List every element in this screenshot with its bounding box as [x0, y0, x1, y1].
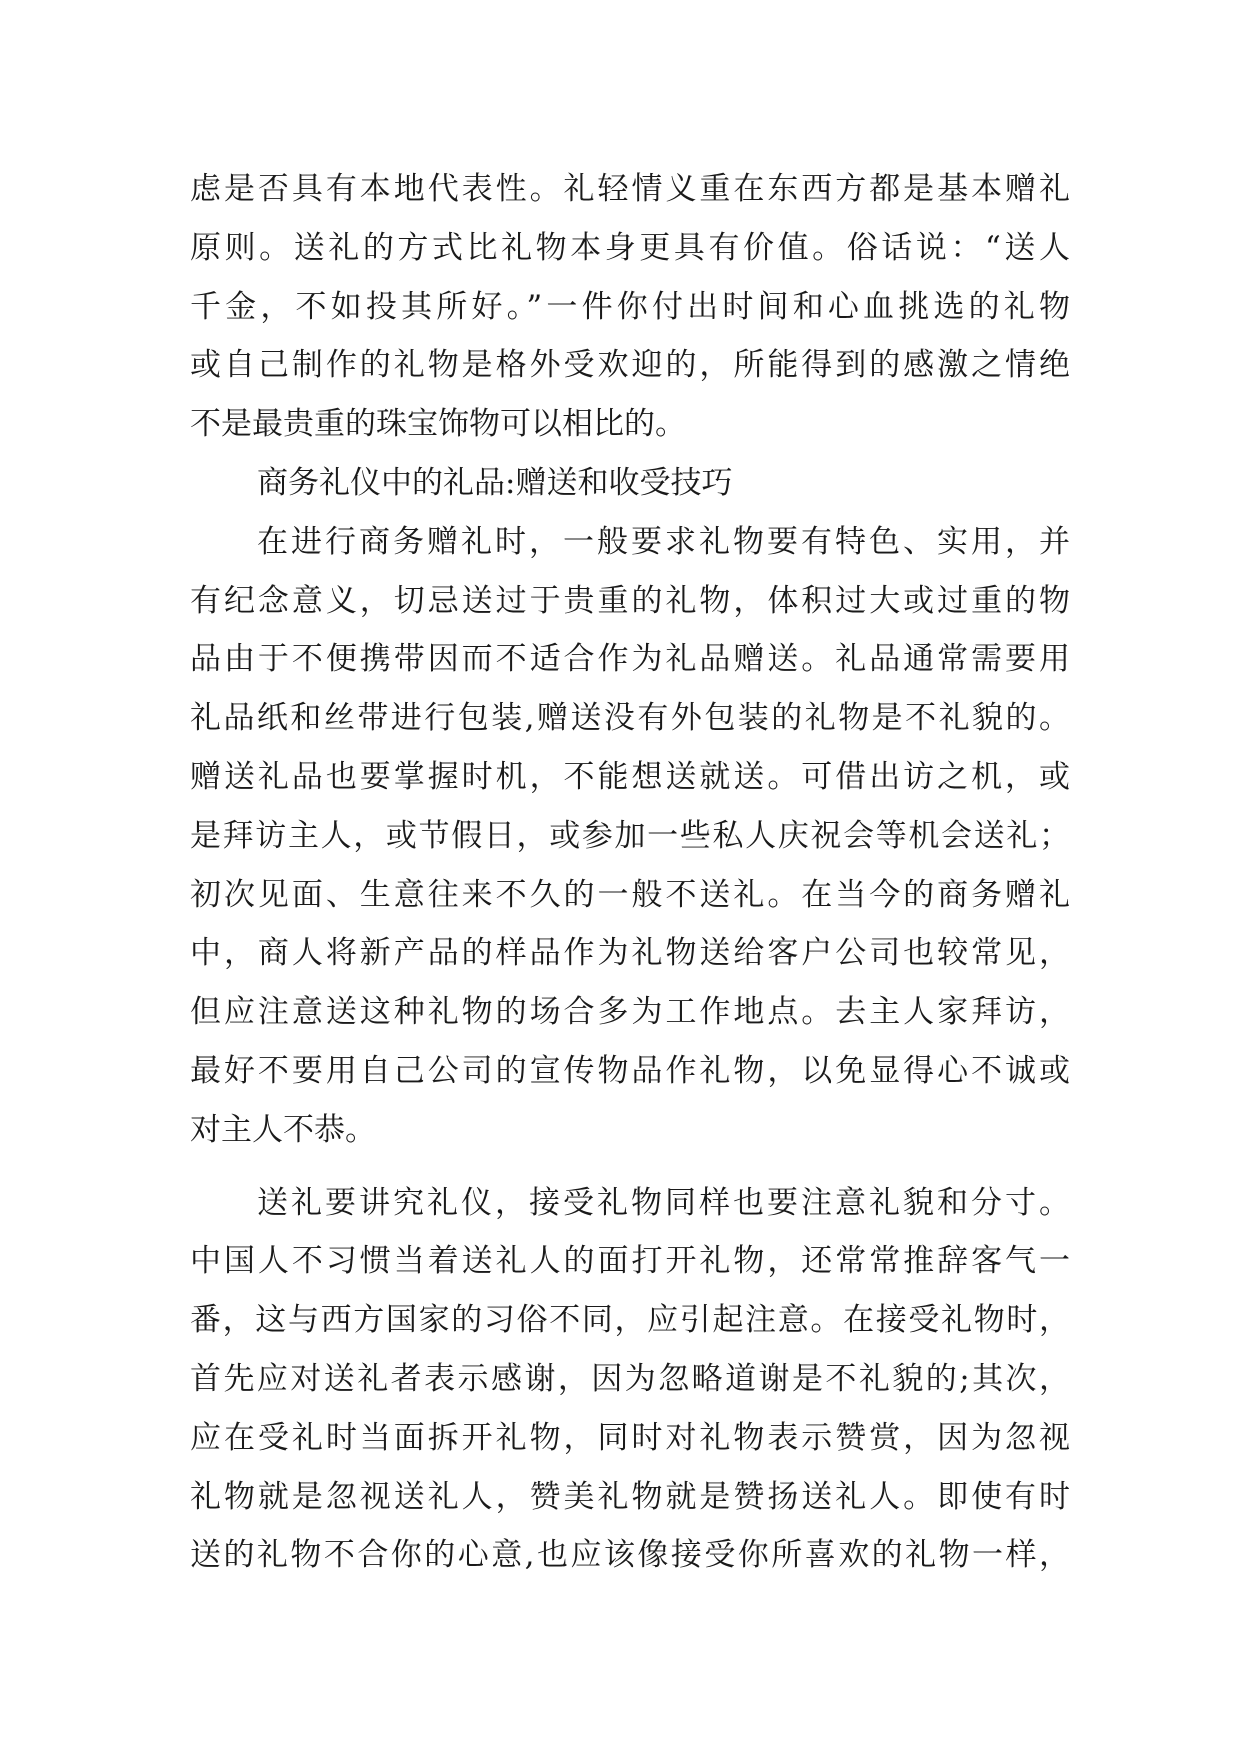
text-line: 礼物就是忽视送礼人，赞美礼物就是赞扬送礼人。即使有时	[190, 1478, 1070, 1515]
text-line: 是拜访主人，或节假日，或参加一些私人庆祝会等机会送礼；	[190, 817, 1070, 854]
text-line: 送的礼物不合你的心意,也应该像接受你所喜欢的礼物一样，	[190, 1537, 1070, 1574]
text-line: 礼品纸和丝带进行包装,赠送没有外包装的礼物是不礼貌的。	[190, 700, 1070, 737]
paragraph-gift-giving	[190, 513, 1070, 1160]
paragraph-continuation	[190, 160, 1070, 454]
text-line: 最好不要用自己公司的宣传物品作礼物，以免显得心不诚或	[190, 1052, 1070, 1089]
text-line: 品由于不便携带因而不适合作为礼品赠送。礼品通常需要用	[190, 641, 1070, 678]
text-line: 原则。送礼的方式比礼物本身更具有价值。俗话说：“送人	[190, 229, 1070, 266]
text-line: 中国人不习惯当着送礼人的面打开礼物，还常常推辞客气一	[190, 1243, 1070, 1280]
text-line: 赠送礼品也要掌握时机，不能想送就送。可借出访之机，或	[190, 758, 1070, 795]
text-line: 但应注意送这种礼物的场合多为工作地点。去主人家拜访，	[190, 994, 1070, 1031]
text-line: 在进行商务赠礼时，一般要求礼物要有特色、实用，并	[257, 523, 1070, 560]
text-line: 应在受礼时当面拆开礼物，同时对礼物表示赞赏，因为忽视	[190, 1419, 1070, 1456]
section-heading	[190, 454, 1070, 513]
text-line: 虑是否具有本地代表性。礼轻情义重在东西方都是基本赠礼	[190, 171, 1070, 207]
text-line: 首先应对送礼者表示感谢，因为忽略道谢是不礼貌的;其次，	[190, 1360, 1070, 1397]
text-line: 初次见面、生意往来不久的一般不送礼。在当今的商务赠礼	[190, 876, 1070, 913]
heading-line: 商务礼仪中的礼品:赠送和收受技巧	[257, 464, 733, 501]
text-line: 对主人不恭。	[190, 1111, 376, 1148]
text-line: 或自己制作的礼物是格外受欢迎的，所能得到的感激之情绝	[190, 347, 1070, 384]
text-line: 送礼要讲究礼仪，接受礼物同样也要注意礼貌和分寸。	[257, 1184, 1070, 1221]
text-line: 番，这与西方国家的习俗不同，应引起注意。在接受礼物时，	[190, 1302, 1070, 1339]
document-body	[190, 160, 1070, 1585]
paragraph-gift-receiving	[190, 1174, 1070, 1586]
text-line: 中，商人将新产品的样品作为礼物送给客户公司也较常见，	[190, 935, 1070, 972]
text-line: 不是最贵重的珠宝饰物可以相比的。	[190, 406, 686, 443]
text-line: 有纪念意义，切忌送过于贵重的礼物，体积过大或过重的物	[190, 582, 1070, 619]
text-line: 千金，不如投其所好。”一件你付出时间和心血挑选的礼物	[190, 288, 1070, 325]
